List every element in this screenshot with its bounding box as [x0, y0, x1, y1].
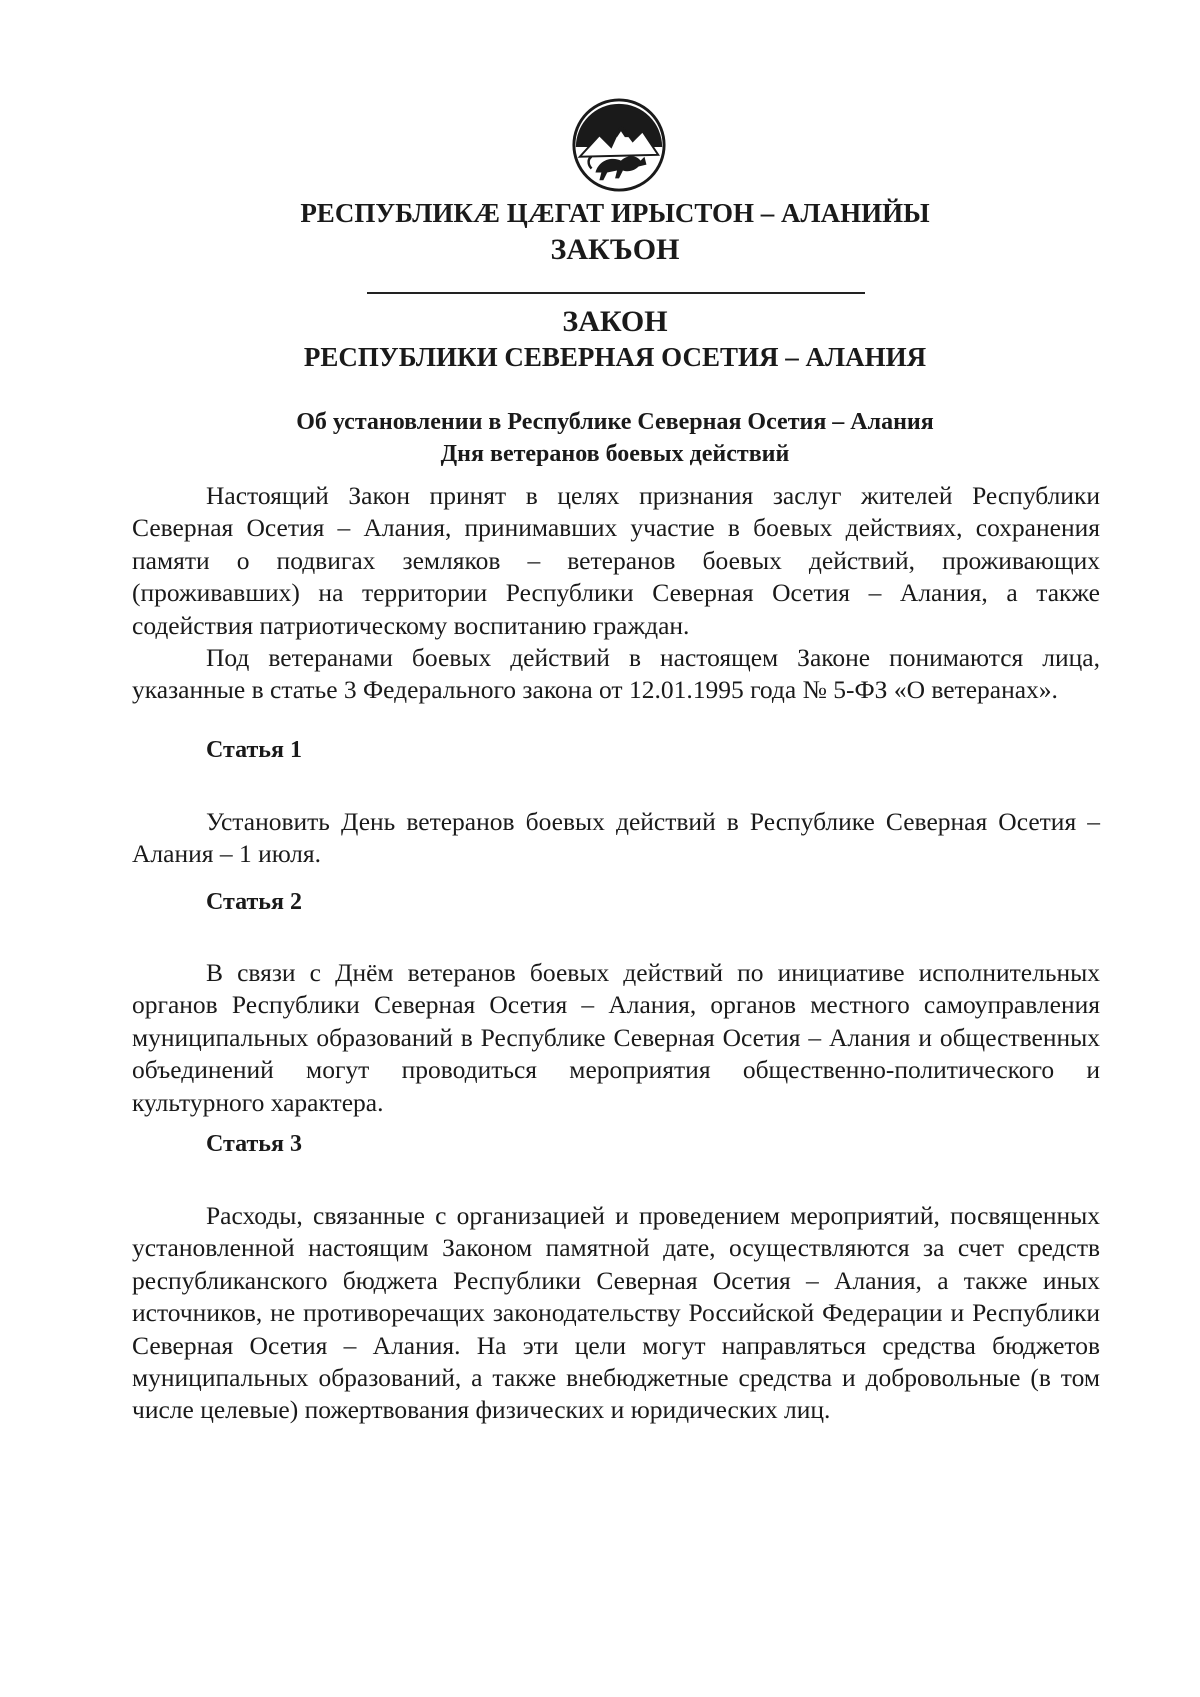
- article-3-text-block: [132, 1200, 1100, 1427]
- header-divider: [367, 292, 865, 294]
- article-2-heading: Статья 2: [206, 889, 302, 915]
- article-1-heading: Статья 1: [206, 737, 302, 763]
- law-title: [130, 406, 1100, 470]
- article-1-text: Установить День ветеранов боевых действий в Республике Северная Осетия – Алания – 1 июля.: [132, 807, 1100, 869]
- article-1-text-block: [132, 806, 1100, 871]
- ossetian-republic-heading: РЕСПУБЛИКÆ ЦÆГАТ ИРЫСТОН – АЛАНИЙЫ: [300, 198, 930, 228]
- preamble-paragraph-1: Настоящий Закон принят в целях признания заслуг жителей Республики Северная Осетия – Алания, принимавших участие в боевых действиях, сохранения памяти о подвигах земляков – ветеранов боевых действий, проживающих (проживавших) на территории Республики Северная Осетия – Алания, а также содействия патриотическому воспитанию граждан.: [132, 481, 1100, 640]
- article-3-heading: Статья 3: [206, 1131, 302, 1157]
- republic-heading: РЕСПУБЛИКИ СЕВЕРНАЯ ОСЕТИЯ – АЛАНИЯ: [303, 342, 927, 372]
- article-2-text: В связи с Днём ветеранов боевых действий по инициативе исполнительных органов Республики Северная Осетия – Алания, органов местного самоуправления муниципальных образований в Республике Северная Осетия – Алания и общественных объединений могут проводиться мероприятия общественно-политического и культурного характера.: [132, 958, 1100, 1117]
- law-heading: ЗАКОН: [562, 305, 668, 338]
- preamble-paragraph-2: Под ветеранами боевых действий в настоящем Законе понимаются лица, указанные в статье 3 Федерального закона от 12.01.1995 года № 5-ФЗ «О ветеранах».: [132, 643, 1100, 705]
- preamble: [132, 480, 1100, 707]
- article-2-text-block: [132, 957, 1100, 1119]
- law-title-line-2: Дня ветеранов боевых действий: [440, 441, 790, 467]
- law-title-line-1: Об установлении в Республике Северная Осетия – Алания: [296, 409, 934, 435]
- article-3-text: Расходы, связанные с организацией и проведением мероприятий, посвященных установленной настоящим Законом памятной дате, осуществляются за счет средств республиканского бюджета Республики Северная Осетия – Алания, а также иных источников, не противоречащих законодательству Российской Федерации и Республики Северная Осетия – Алания. На эти цели могут направляться средства бюджетов муниципальных образований, а также внебюджетные средства и добровольные (в том числе целевые) пожертвования физических и юридических лиц.: [132, 1201, 1100, 1425]
- ossetian-law-heading: ЗАКЪОН: [550, 233, 680, 266]
- north-ossetia-coat-of-arms-icon: [570, 96, 668, 194]
